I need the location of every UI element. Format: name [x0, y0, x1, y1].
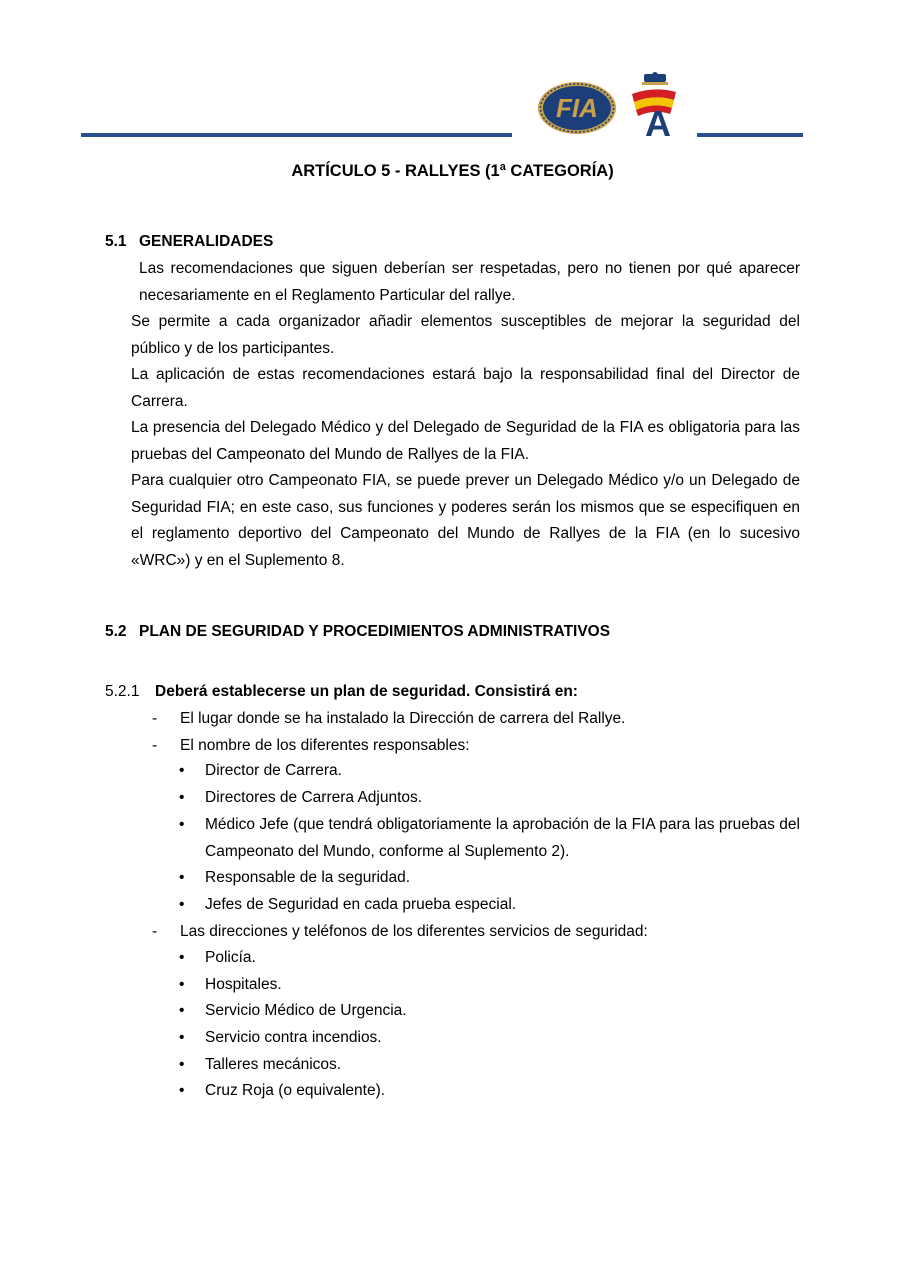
svg-text:A: A	[645, 103, 671, 138]
bullet-marker: •	[179, 1056, 185, 1073]
bullet-marker: •	[179, 869, 185, 886]
paragraph: La aplicación de estas recomendaciones estará bajo la responsabilidad final del Director de Carrera.	[131, 366, 800, 410]
rfeda-logo	[624, 72, 686, 138]
list-item: • Responsable de la seguridad.	[205, 865, 410, 892]
list-item: • Servicio contra incendios.	[205, 1025, 382, 1052]
bullet-marker: •	[179, 816, 185, 833]
header-line-left	[81, 133, 512, 137]
list-item: - El nombre de los diferentes responsables:	[152, 737, 470, 754]
section-title: PLAN DE SEGURIDAD Y PROCEDIMIENTOS ADMINISTRATIVOS	[139, 623, 611, 640]
list-item: - El lugar donde se ha instalado la Dirección de carrera del Rallye.	[152, 710, 626, 727]
subsection-title: Deberá establecerse un plan de seguridad. Consistirá en:	[155, 683, 578, 700]
paragraph: Las recomendaciones que siguen deberían ser respetadas, pero no tienen por qué aparecer necesariamente en el Reglamento Particular del rallye.	[139, 260, 800, 304]
paragraph: Se permite a cada organizador añadir elementos susceptibles de mejorar la seguridad del público y de los participantes.	[131, 313, 800, 357]
list-item: - Las direcciones y teléfonos de los diferentes servicios de seguridad:	[152, 923, 648, 940]
list-item: • Cruz Roja (o equivalente).	[205, 1078, 385, 1105]
dash-marker: -	[152, 737, 158, 754]
subsection-number: 5.2.1	[105, 683, 140, 700]
bullet-marker: •	[179, 789, 185, 806]
bullet-marker: •	[179, 1002, 185, 1019]
svg-text:FIA: FIA	[556, 93, 598, 123]
fia-logo	[536, 80, 618, 136]
list-item: • Médico Jefe (que tendrá obligatoriamente la aprobación de la FIA para las pruebas del Campeonato del Mundo, conforme al Suplemento 2).	[205, 812, 800, 865]
dash-marker: -	[152, 710, 158, 727]
list-item: • Jefes de Seguridad en cada prueba especial.	[205, 892, 516, 919]
bullet-marker: •	[179, 949, 185, 966]
list-item: • Director de Carrera.	[205, 758, 342, 785]
section-number: 5.1	[105, 233, 127, 250]
list-item: • Policía.	[205, 945, 256, 972]
paragraph: Para cualquier otro Campeonato FIA, se puede prever un Delegado Médico y/o un Delegado de Seguridad FIA; en este caso, sus funciones y poderes serán los mismos que se especifiquen en el reglamento deportivo del Campeonato del Mundo de Rallyes de la FIA (en lo sucesivo «WRC») y en el Suplemento 8.	[131, 472, 800, 569]
section-heading-5-2	[105, 623, 610, 641]
bullet-marker: •	[179, 896, 185, 913]
bullet-marker: •	[179, 1029, 185, 1046]
bullet-marker: •	[179, 976, 185, 993]
bullet-marker: •	[179, 1082, 185, 1099]
list-item: • Servicio Médico de Urgencia.	[205, 998, 407, 1025]
list-item: • Talleres mecánicos.	[205, 1052, 341, 1079]
list-item: • Directores de Carrera Adjuntos.	[205, 785, 422, 812]
section-title: GENERALIDADES	[139, 233, 274, 250]
subsection-heading-5-2-1	[105, 683, 578, 701]
page-title: ARTÍCULO 5 - RALLYES (1ª CATEGORÍA)	[291, 162, 614, 180]
bullet-marker: •	[179, 762, 185, 779]
dash-marker: -	[152, 923, 158, 940]
list-item: • Hospitales.	[205, 972, 282, 999]
paragraph: La presencia del Delegado Médico y del Delegado de Seguridad de la FIA es obligatoria para las pruebas del Campeonato del Mundo de Rallyes de la FIA.	[131, 419, 800, 463]
header-line-right	[697, 133, 803, 137]
section-number: 5.2	[105, 623, 127, 640]
section-heading-5-1	[105, 233, 273, 251]
